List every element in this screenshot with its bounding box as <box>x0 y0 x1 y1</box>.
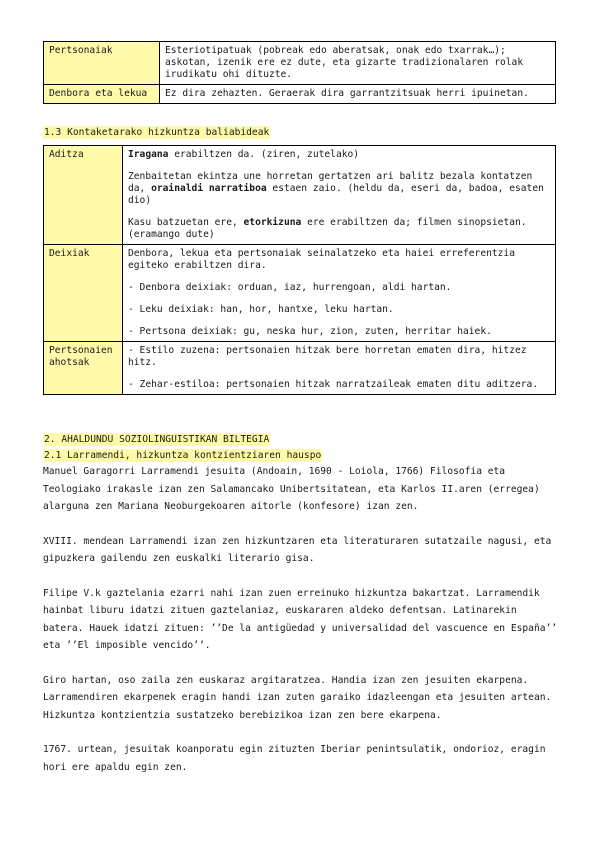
table-row <box>44 342 556 395</box>
section-heading-2: 2. AHALDUNDU SOZIOLINGUISTIKAN BILTEGIA <box>44 434 270 445</box>
row-label: Aditza <box>44 146 123 245</box>
row-label: Deixiak <box>44 245 123 342</box>
text: - Denbora deixiak: orduan, iaz, hurrengoan, aldi hartan. <box>128 282 452 293</box>
bold-term: etorkizuna <box>243 217 302 228</box>
paragraph: Filipe V.k gaztelania ezarri nahi izan zuen erreinuko hizkuntza bakartzat. Larramendik hainbat liburu idatzi zituen gaztelaniaz, euskararen aldeko defentsan. Latinarekin batera. Hauek idatzi zituen: ’’De la antigüedad y universalidad del vascuence en España’’ eta ’’El imposible vencido’’. <box>43 587 558 651</box>
text: Denbora, lekua eta pertsonaiak seinalatzeko eta haiei erreferentzia egiteko erabiltzen dira. <box>128 248 515 271</box>
table-row <box>44 85 556 104</box>
paragraph: XVIII. mendean Larramendi izan zen hizkuntzaren eta literaturaren sutatzaile nagusi, eta gipuzkera gailendu zen euskalki literario gisa. <box>43 535 552 564</box>
text: - Pertsona deixiak: gu, neska hur, zion, zuten, herritar haiek. <box>128 326 492 337</box>
row-label: Denbora eta lekua <box>44 85 160 104</box>
paragraph: Giro hartan, oso zaila zen euskaraz argitaratzea. Handia izan zen jesuiten ekarpena. Larramendiren ekarpenek eragin handi izan zuten garaiko idazleengan eta jesuiten artean. Hizkuntza kontzientzia sustatzeko berebizikoa izan zen bere ekarpena. <box>43 674 552 721</box>
body-text <box>43 463 558 793</box>
row-text: Ez dira zehazten. Geraerak dira garrantzitsuak herri ipuinetan. <box>160 85 556 104</box>
text: - Estilo zuzena: pertsonaien hitzak bere horretan ematen dira, hitzez hitz. <box>128 345 527 368</box>
bold-term: Iragana <box>128 149 169 160</box>
row-text: Esteriotipatuak (pobreak edo aberatsak, onak edo txarrak…); askotan, izenik ere ez dute, eta gizarte tradizionalaren rolak irudikatu ohi dituzte. <box>160 42 556 85</box>
row-label: Pertsonaien ahotsak <box>44 342 123 395</box>
paragraph: Manuel Garagorri Larramendi jesuita (Andoain, 1690 - Loiola, 1766) Filosofia eta Teologiako irakasle izan zen Salamancako Unibertsitatean, eta Karlos II.aren (erregea) alarguna zen Mariana Neoburgekoaren aitorle (konfesore) izan zen. <box>43 466 540 512</box>
text: estaen zaio. (heldu da, eseri da, badoa, esaten dio) <box>128 183 544 206</box>
text: Kasu batzuetan ere, <box>128 217 244 228</box>
text: - Zehar-estiloa: pertsonaien hitzak narratzaileak ematen ditu aditzera. <box>128 379 539 390</box>
table-row <box>44 42 556 85</box>
row-text <box>123 342 556 395</box>
characters-setting-table <box>43 41 556 104</box>
text: Zenbaitetan ekintza une horretan gertatzen ari balitz bezala kontatzen da, <box>128 171 533 194</box>
row-label: Pertsonaiak <box>44 42 160 85</box>
row-text <box>123 146 556 245</box>
table-row <box>44 245 556 342</box>
bold-term: orainaldi narratiboa <box>151 183 267 194</box>
table-row <box>44 146 556 245</box>
text: ere erabiltzen da; filmen sinopsietan. (eramango dute) <box>128 217 527 240</box>
section-heading-2-1: 2.1 Larramendi, hizkuntza kontzientziaren hauspo <box>44 450 322 461</box>
row-text <box>123 245 556 342</box>
section-heading-1-3: 1.3 Kontaketarako hizkuntza baliabideak <box>44 127 270 138</box>
text: erabiltzen da. (ziren, zutelako) <box>168 149 360 160</box>
language-resources-table <box>43 145 556 395</box>
text: - Leku deixiak: han, hor, hantxe, leku hartan. <box>128 304 394 315</box>
paragraph: 1767. urtean, jesuitak koanporatu egin zituzten Iberiar penintsulatik, ondorioz, eragin hori ere apaldu egin zen. <box>43 744 546 773</box>
